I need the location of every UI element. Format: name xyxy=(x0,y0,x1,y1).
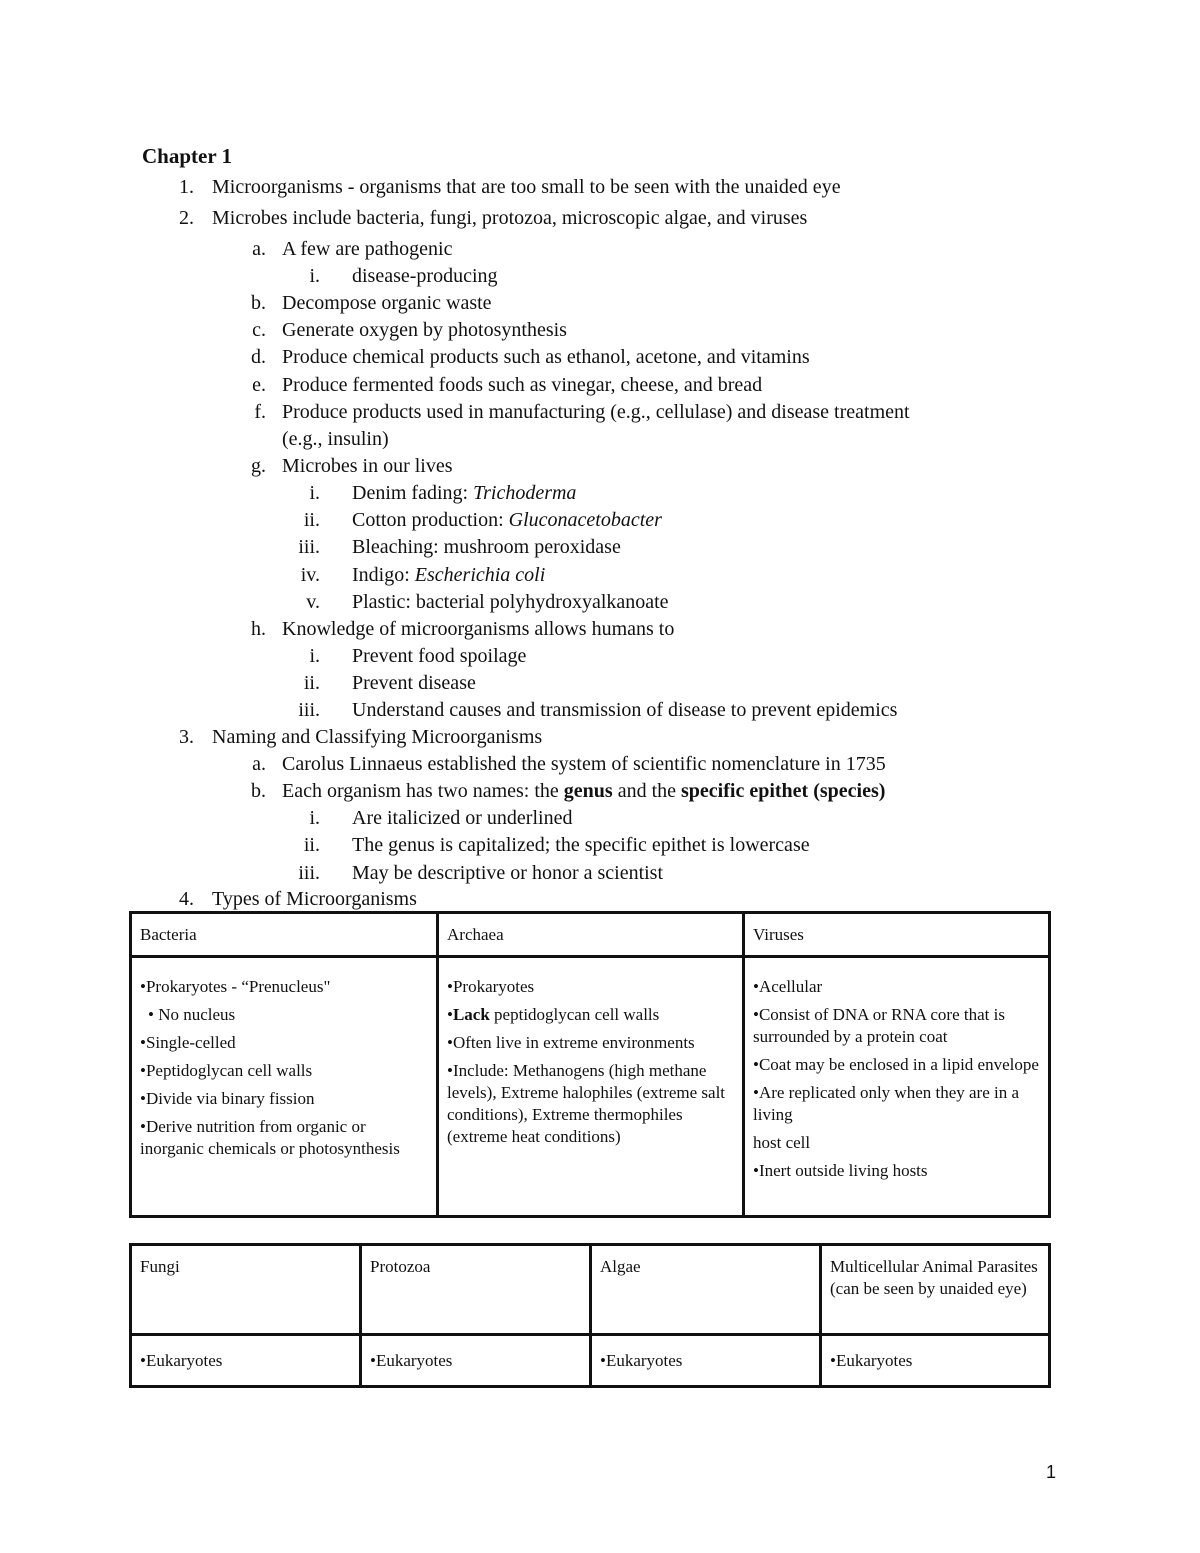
table-header: Viruses xyxy=(744,913,1050,957)
page-title: Chapter 1 xyxy=(142,144,233,168)
page-number: 1 xyxy=(1046,1462,1057,1482)
table-cell-bacteria: •Prokaryotes - “Prenucleus" • No nucleus •Single-celled •Peptidoglycan cell walls •Divide via binary fission •Derive nutrition from organic or inorganic chemicals or photosynthesis xyxy=(131,957,438,1217)
table-header: Multicellular Animal Parasites (can be seen by unaided eye) xyxy=(821,1245,1050,1335)
table-cell: •Eukaryotes xyxy=(821,1335,1050,1387)
table-header: Bacteria xyxy=(131,913,438,957)
table-header: Fungi xyxy=(131,1245,361,1335)
table-cell: •Eukaryotes xyxy=(591,1335,821,1387)
table-header: Protozoa xyxy=(361,1245,591,1335)
table-cell-archaea: •Prokaryotes •Lack peptidoglycan cell walls •Often live in extreme environments •Include: Methanogens (high methane levels), Extreme halophiles (extreme salt conditions), Extreme thermophiles (extreme heat conditions) xyxy=(438,957,744,1217)
table-cell: •Eukaryotes xyxy=(361,1335,591,1387)
table-cell-viruses: •Acellular •Consist of DNA or RNA core that is surrounded by a protein coat •Coat may be enclosed in a lipid envelope •Are replicated only when they are in a living host cell •Inert outside living hosts xyxy=(744,957,1050,1217)
microorganism-table-1 xyxy=(129,911,1051,1218)
table-header: Algae xyxy=(591,1245,821,1335)
microorganism-table-2 xyxy=(129,1243,1051,1388)
table-header: Archaea xyxy=(438,913,744,957)
table-cell: •Eukaryotes xyxy=(131,1335,361,1387)
